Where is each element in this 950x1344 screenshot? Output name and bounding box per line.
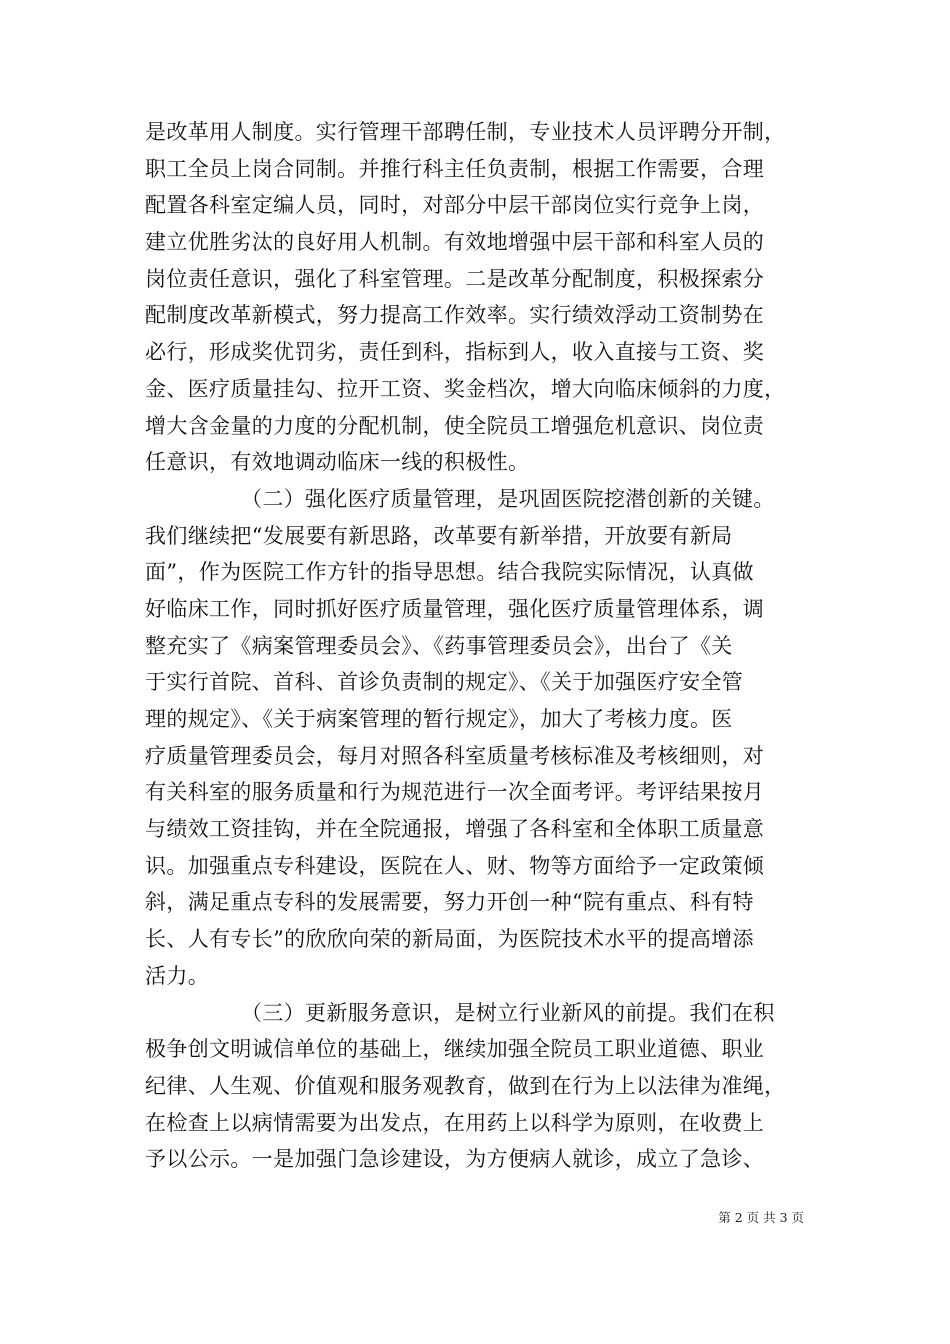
text-line: 增大含金量的力度的分配机制，使全院员工增强危机意识、岗位责: [145, 413, 765, 438]
text-line: 理的规定》、《关于病案管理的暂行规定》，加大了考核力度。医: [145, 707, 733, 731]
body-text: [145, 114, 820, 1178]
text-line: 纪律、人生观、价值观和服务观教育，做到在行为上以法律为准绳，: [145, 1073, 786, 1098]
section-heading-line: （三）更新服务意识，是树立行业新风的前提。我们在积: [241, 1000, 775, 1025]
text-line: 任意识，有效地调动临床一线的积极性。: [145, 450, 530, 475]
text-line: 疗质量管理委员会，每月对照各科室质量考核标准及考核细则，对: [145, 743, 765, 768]
text-line: 与绩效工资挂钩，并在全院通报，增强了各科室和全体职工质量意: [145, 817, 765, 842]
page-number: 第 2 页 共 3 页: [718, 1210, 804, 1225]
section-heading-line: （二）强化医疗质量管理，是巩固医院挖潜创新的关键。: [241, 486, 775, 511]
text-line: 我们继续把“发展要有新思路，改革要有新举措，开放要有新局: [145, 523, 733, 548]
text-line: 斜，满足重点专科的发展需要，努力开创一种“院有重点、科有特: [145, 890, 754, 915]
text-line: 识。加强重点专科建设，医院在人、财、物等方面给予一定政策倾: [145, 853, 765, 878]
text-line: 予以公示。一是加强门急诊建设，为方便病人就诊，成立了急诊、: [145, 1147, 765, 1172]
text-line: 配制度改革新模式，努力提高工作效率。实行绩效浮动工资制势在: [145, 303, 765, 328]
text-line: 活力。: [145, 963, 210, 988]
text-line: 整充实了《病案管理委员会》、《药事管理委员会》，出台了《关: [145, 633, 733, 658]
text-line: 长、人有专长”的欣欣向荣的新局面，为医院技术水平的提高增添: [145, 927, 754, 952]
text-line: 面”，作为医院工作方针的指导思想。结合我院实际情况，认真做: [145, 560, 754, 585]
text-line: 在检查上以病情需要为出发点，在用药上以科学为原则，在收费上: [145, 1110, 765, 1135]
text-line: 必行，形成奖优罚劣，责任到科，指标到人，收入直接与工资、奖: [145, 340, 765, 365]
text-line: 配置各科室定编人员，同时，对部分中层干部岗位实行竞争上岗，: [145, 193, 765, 218]
text-line: 职工全员上岗合同制。并推行科主任负责制，根据工作需要，合理: [145, 156, 765, 181]
text-line: 极争创文明诚信单位的基础上，继续加强全院员工职业道德、职业: [145, 1037, 765, 1062]
text-line: 好临床工作，同时抓好医疗质量管理，强化医疗质量管理体系，调: [145, 596, 765, 621]
text-line: 是改革用人制度。实行管理干部聘任制，专业技术人员评聘分开制，: [145, 120, 786, 144]
text-line: 金、医疗质量挂勾、拉开工资、奖金档次，增大向临床倾斜的力度，: [145, 376, 786, 401]
text-line: 建立优胜劣汰的良好用人机制。有效地增强中层干部和科室人员的: [145, 230, 765, 255]
text-line: 岗位责任意识，强化了科室管理。二是改革分配制度，积极探索分: [145, 266, 765, 291]
page-footer: [0, 1208, 804, 1226]
text-line: 于实行首院、首科、首诊负责制的规定》、《关于加强医疗安全管: [145, 670, 744, 695]
text-line: 有关科室的服务质量和行为规范进行一次全面考评。考评结果按月: [145, 780, 765, 805]
